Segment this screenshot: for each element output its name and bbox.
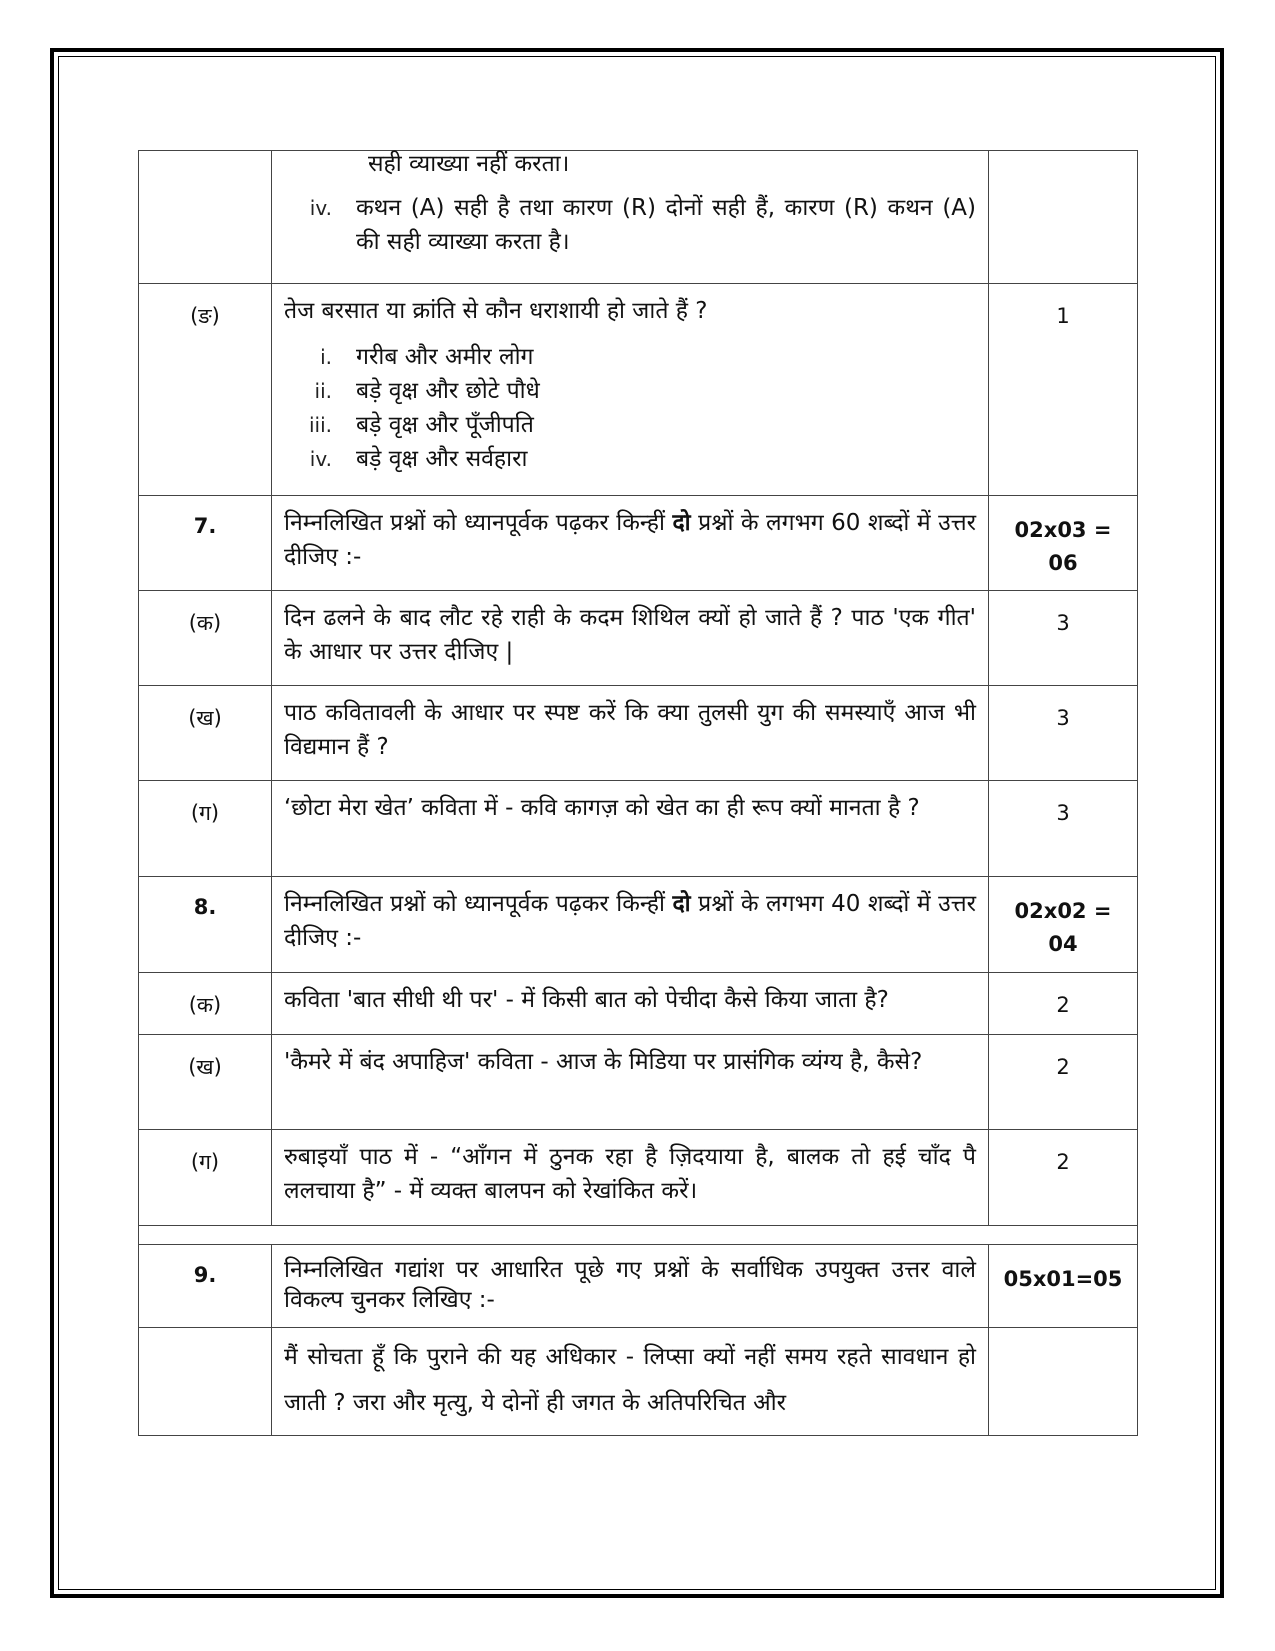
option-number: ii. [314,379,332,403]
option-number: iv. [309,447,332,471]
option-text: कथन (A) सही है तथा कारण (R) दोनों सही हैं, कारण (R) कथन (A) की सही व्याख्या करता है। [356,195,976,255]
question-table [138,150,1138,1436]
marks: 3 [989,591,1138,686]
question-text: निम्नलिखित प्रश्नों को ध्यानपूर्वक पढ़कर किन्हीं दो प्रश्नों के लगभग 40 शब्दों में उत्तर दीजिए :- [272,877,989,973]
question-text: 'कैमरे में बंद अपाहिज' कविता - आज के मिडिया पर प्रासंगिक व्यंग्य है, कैसे? [272,1035,989,1130]
passage-text: मैं सोचता हूँ कि पुराने की यह अधिकार - लिप्सा क्यों नहीं समय रहते सावधान हो जाती ? जरा और मृत्यु, ये दोनों ही जगत के अतिपरिचित और [272,1328,989,1436]
question-number: (ग) [139,781,272,877]
table-row [139,591,1138,686]
question-number: 7. [139,496,272,591]
continued-text: सही व्याख्या नहीं करता। [368,151,570,177]
table-row [139,781,1138,877]
marks: 3 [989,781,1138,877]
table-row [139,1035,1138,1130]
marks: 02x03 = 06 [989,496,1138,591]
list-item [284,340,976,374]
option-text: बड़े वृक्ष और छोटे पौधे [356,378,540,404]
marks: 1 [989,284,1138,496]
question-text: तेज बरसात या क्रांति से कौन धराशायी हो जाते हैं ? [284,298,708,324]
table-row [139,686,1138,781]
list-item [284,442,976,476]
table-row [139,496,1138,591]
question-text: दिन ढलने के बाद लौट रहे राही के कदम शिथिल क्यों हो जाते हैं ? पाठ 'एक गीत' के आधार पर उत्तर दीजिए | [272,591,989,686]
table-row [139,151,1138,284]
question-number: (ङ) [139,284,272,496]
option-text: बड़े वृक्ष और पूँजीपति [356,412,534,438]
question-number: 9. [139,1245,272,1328]
question-number: (क) [139,973,272,1035]
option-number: i. [320,345,332,369]
table-row [139,1245,1138,1328]
option-list [284,340,976,476]
question-text: निम्नलिखित गद्यांश पर आधारित पूछे गए प्रश्नों के सर्वाधिक उपयुक्त उत्तर वाले विकल्प चुनकर लिखिए :- [272,1245,989,1328]
table-row [139,1226,1138,1245]
question-number: (ख) [139,686,272,781]
question-number: 8. [139,877,272,973]
marks: 02x02 = 04 [989,877,1138,973]
marks: 05x01=05 [989,1245,1138,1328]
question-text: रुबाइयाँ पाठ में - “आँगन में ठुनक रहा है ज़िदयाया है, बालक तो हई चाँद पै ललचाया है” - में व्यक्त बालपन को रेखांकित करें। [272,1130,989,1226]
option-text: बड़े वृक्ष और सर्वहारा [356,446,528,472]
question-number: (क) [139,591,272,686]
table-row [139,877,1138,973]
question-text: पाठ कवितावली के आधार पर स्पष्ट करें कि क्या तुलसी युग की समस्याएँ आज भी विद्यमान हैं ? [272,686,989,781]
question-text: ‘छोटा मेरा खेत’ कविता में - कवि कागज़ को खेत का ही रूप क्यों मानता है ? [272,781,989,877]
option-text: गरीब और अमीर लोग [356,344,534,370]
emphasis-word: दो [672,891,691,917]
list-item [284,374,976,408]
question-number: (ग) [139,1130,272,1226]
marks: 3 [989,686,1138,781]
marks: 2 [989,1130,1138,1226]
table-row [139,1130,1138,1226]
table-row [139,1328,1138,1436]
option-number: iii. [308,413,332,437]
table-row [139,973,1138,1035]
marks: 2 [989,1035,1138,1130]
question-number: (ख) [139,1035,272,1130]
question-text: निम्नलिखित प्रश्नों को ध्यानपूर्वक पढ़कर किन्हीं दो प्रश्नों के लगभग 60 शब्दों में उत्तर दीजिए :- [272,496,989,591]
emphasis-word: दो [672,510,691,536]
list-item [284,191,976,259]
list-item [284,408,976,442]
table-row [139,284,1138,496]
marks: 2 [989,973,1138,1035]
option-list [284,191,976,259]
option-number: iv. [309,196,332,220]
question-text: कविता 'बात सीधी थी पर' - में किसी बात को पेचीदा कैसे किया जाता है? [272,973,989,1035]
